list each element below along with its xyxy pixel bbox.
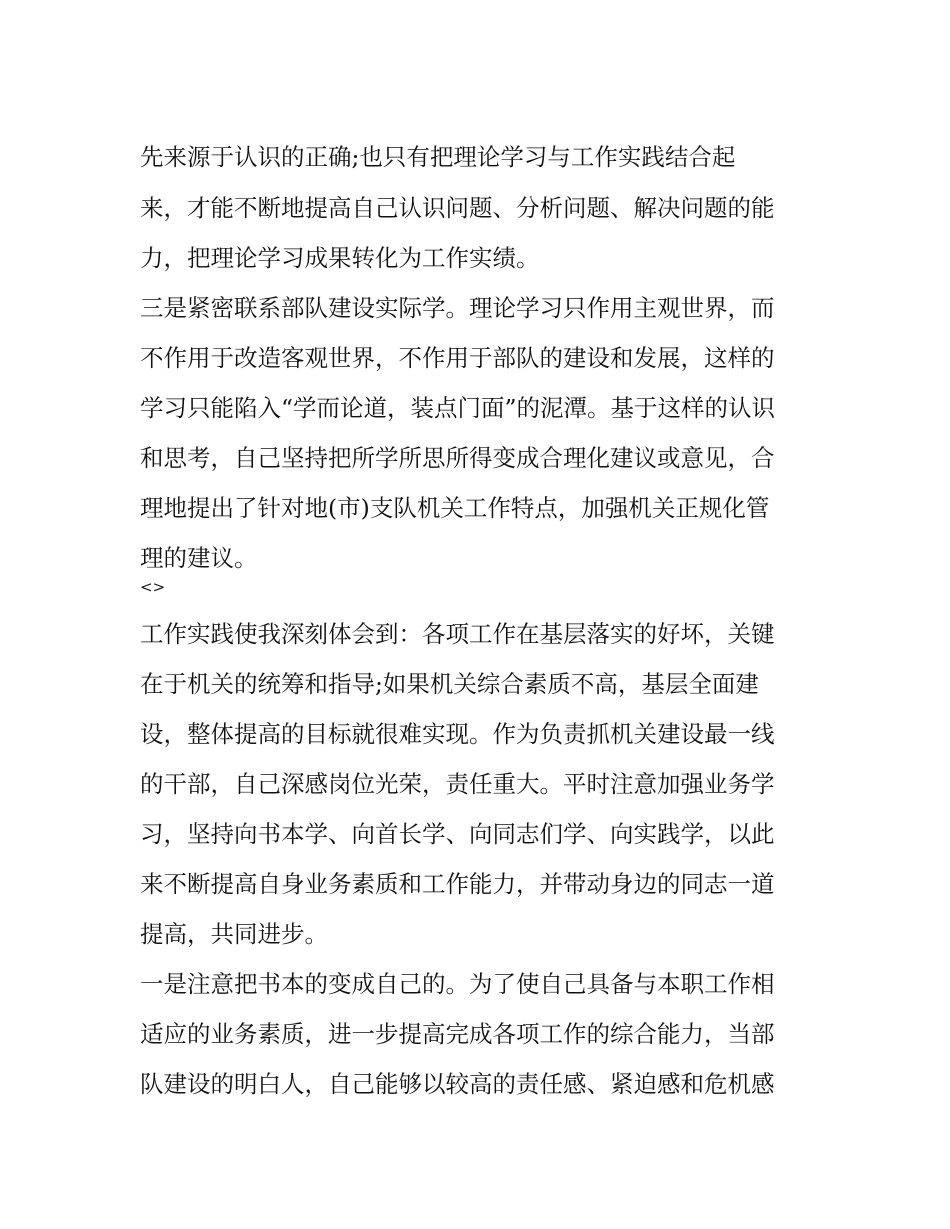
text-line: 来，才能不断地提高自己认识问题、分析问题、解决问题的能 (140, 194, 775, 222)
text-line: 不作用于改造客观世界，不作用于部队的建设和发展，这样的 (140, 344, 775, 372)
text-line: 三是紧密联系部队建设实际学。理论学习只作用主观世界，而 (140, 294, 775, 322)
text-line: 学习只能陷入“学而论道，装点门面”的泥潭。基于这样的认识 (140, 394, 776, 422)
text-line: 和思考，自己坚持把所学所思所得变成合理化建议或意见，合 (140, 444, 775, 472)
text-line: 习，坚持向书本学、向首长学、向同志们学、向实践学，以此 (140, 820, 775, 848)
text-line: <> (140, 578, 166, 596)
text-line: 的干部，自己深感岗位光荣，责任重大。平时注意加强业务学 (140, 770, 775, 798)
text-line: 工作实践使我深刻体会到：各项工作在基层落实的好坏，关键 (140, 620, 775, 648)
text-line: 设，整体提高的目标就很难实现。作为负责抓机关建设最一线 (140, 720, 775, 748)
text-line: 理的建议。 (140, 544, 258, 572)
text-line: 先来源于认识的正确;也只有把理论学习与工作实践结合起 (140, 143, 736, 171)
text-line: 适应的业务素质，进一步提高完成各项工作的综合能力，当部 (140, 1020, 775, 1048)
text-line: 来不断提高自身业务素质和工作能力，并带动身边的同志一道 (140, 870, 775, 898)
text-line: 理地提出了针对地(市)支队机关工作特点，加强机关正规化管 (140, 494, 770, 522)
text-line: 力，把理论学习成果转化为工作实绩。 (140, 244, 540, 272)
text-line: 在于机关的统筹和指导;如果机关综合素质不高，基层全面建 (140, 670, 759, 698)
text-line: 队建设的明白人，自己能够以较高的责任感、紧迫感和危机感 (140, 1070, 775, 1098)
text-line: 提高，共同进步。 (140, 920, 328, 948)
text-line: 一是注意把书本的变成自己的。为了使自己具备与本职工作相 (140, 970, 775, 998)
